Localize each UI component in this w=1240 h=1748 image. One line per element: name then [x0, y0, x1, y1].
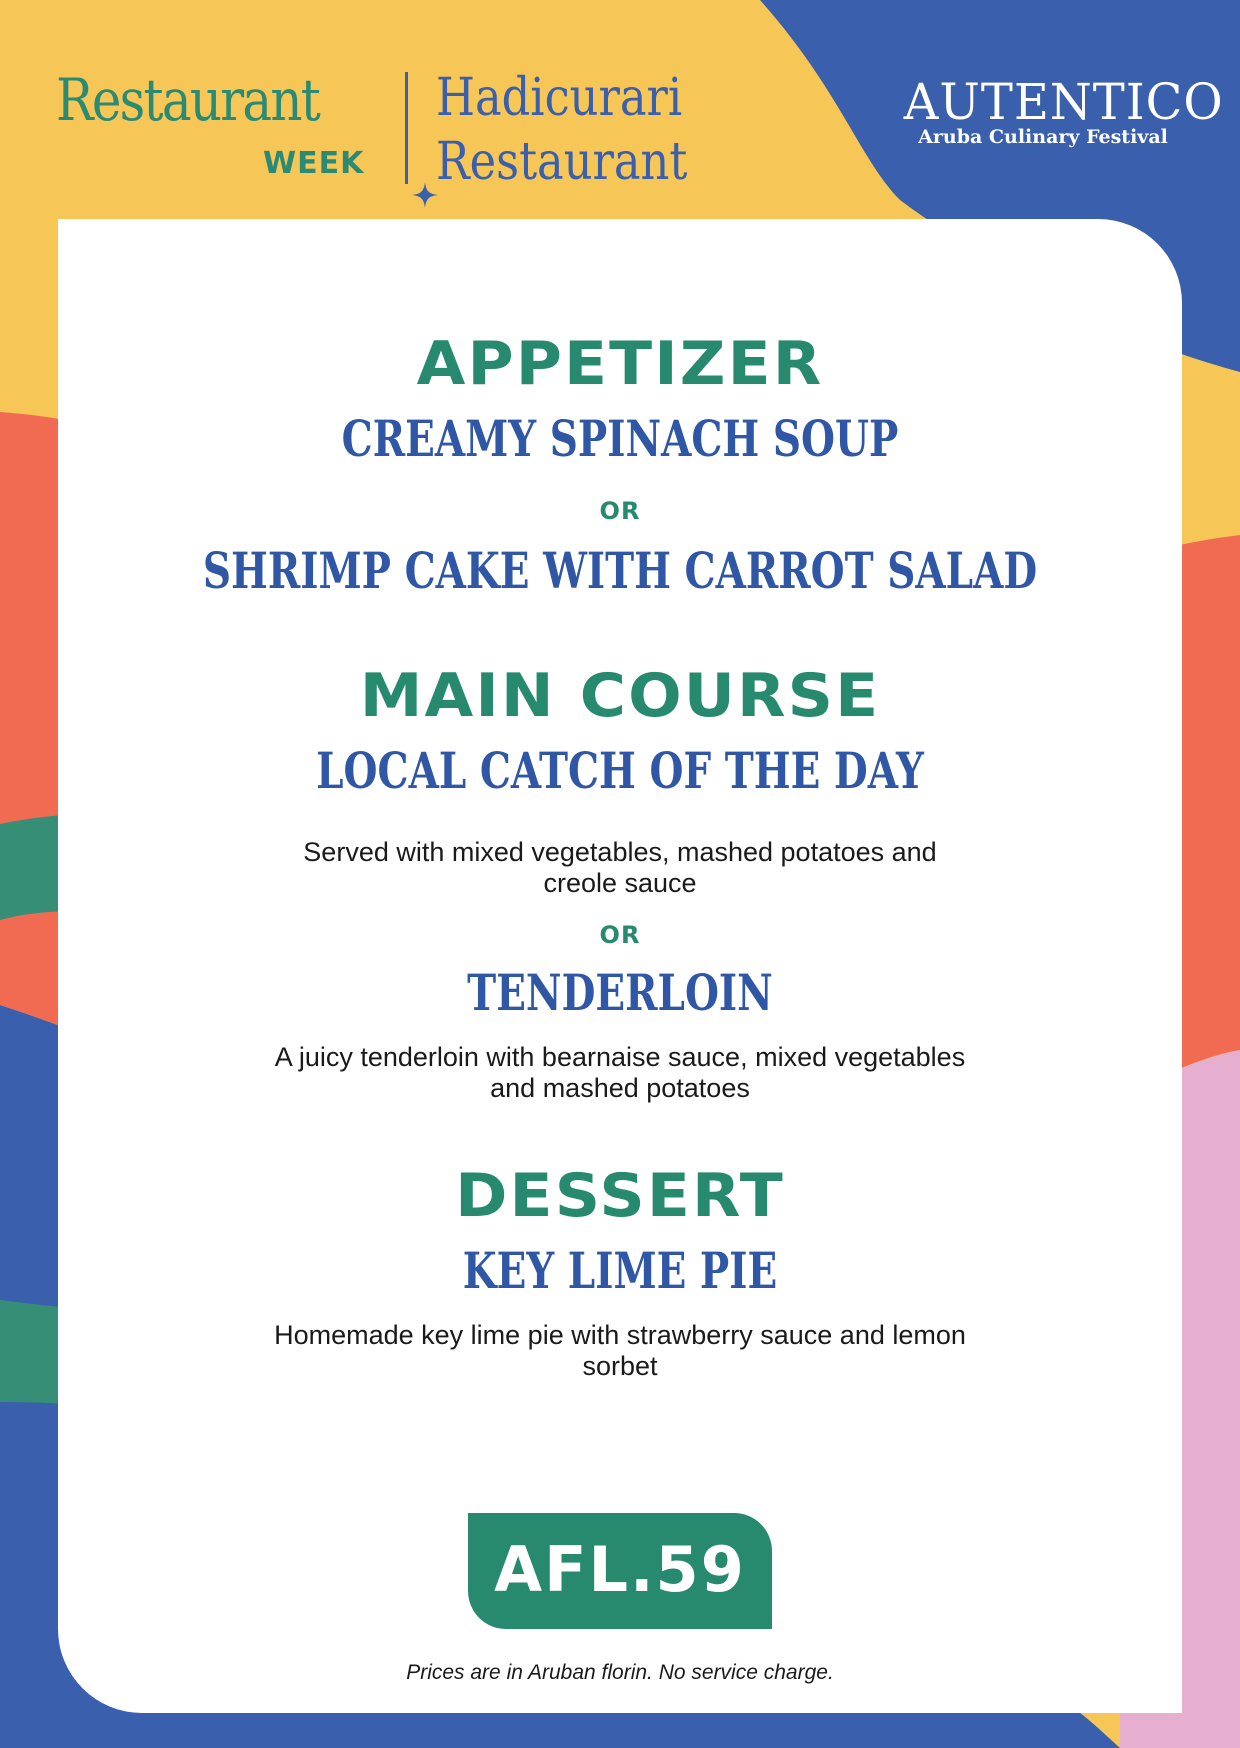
- restaurant-week-subtitle: WEEK: [263, 146, 365, 181]
- header-divider: [405, 72, 408, 184]
- restaurant-name: [436, 66, 687, 194]
- main-course-option-2-description: A juicy tenderloin with bearnaise sauce, mixed vegetables and mashed potatoes: [274, 1042, 966, 1103]
- appetizer-option-2: SHRIMP CAKE WITH CARROT SALAD: [202, 541, 1038, 600]
- autentico-logo: [898, 73, 1224, 148]
- price-value: AFL.59: [494, 1533, 746, 1606]
- price-badge: [468, 1513, 772, 1629]
- restaurant-week-title: Restaurant: [56, 66, 320, 134]
- main-course-option-1: LOCAL CATCH OF THE DAY: [316, 741, 924, 800]
- appetizer-heading: APPETIZER: [416, 329, 824, 399]
- appetizer-or-label: OR: [599, 497, 641, 525]
- autentico-name: AUTENTICO: [903, 73, 1224, 131]
- dessert-option-1: KEY LIME PIE: [462, 1241, 778, 1300]
- price-footnote: Prices are in Aruban florin. No service charge.: [406, 1661, 834, 1684]
- main-course-or-label: OR: [599, 921, 641, 949]
- appetizer-option-1: CREAMY SPINACH SOUP: [341, 409, 899, 468]
- menu-card: [58, 219, 1182, 1713]
- restaurant-name-line1: Hadicurari: [436, 68, 683, 128]
- main-course-option-2: TENDERLOIN: [467, 963, 773, 1022]
- dessert-option-1-description: Homemade key lime pie with strawberry sauce and lemon sorbet: [274, 1320, 966, 1381]
- restaurant-name-line2: Restaurant: [436, 132, 688, 192]
- main-course-option-1-description: Served with mixed vegetables, mashed potatoes and creole sauce: [303, 837, 937, 898]
- sparkle-icon: [412, 182, 438, 208]
- restaurant-week-logo: [56, 60, 386, 190]
- dessert-heading: DESSERT: [455, 1161, 785, 1231]
- main-course-heading: MAIN COURSE: [359, 661, 881, 731]
- autentico-subtitle: Aruba Culinary Festival: [918, 126, 1168, 148]
